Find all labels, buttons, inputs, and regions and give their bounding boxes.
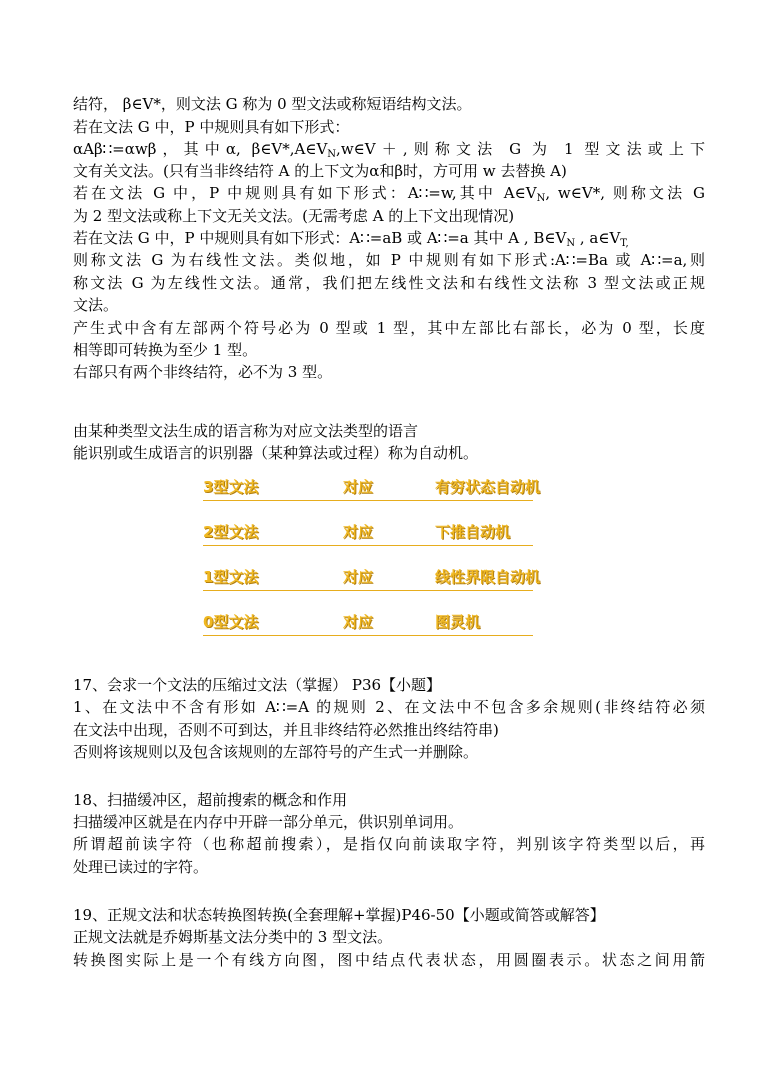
text-line: 称文法 G 为左线性文法。通常，我们把左线性文法和右线性文法称 3 型文法或正规: [73, 274, 705, 292]
grammar-type: 1型文法: [203, 568, 259, 586]
grammar-type: 0型文法: [203, 613, 259, 631]
text-line: 在文法中出现，否则不可到达，并且非终结符必然推出终结符串): [73, 721, 499, 739]
relation: 对应: [343, 523, 374, 541]
automaton: 图灵机: [435, 613, 481, 631]
text-line: 正规文法就是乔姆斯基文法分类中的 3 型文法。: [73, 928, 393, 946]
automaton: 线性界限自动机: [435, 568, 541, 586]
grammar-type: 2型文法: [203, 523, 259, 541]
text-line: 产生式中含有左部两个符号必为 0 型或 1 型，其中左部比右部长，必为 0 型，长度: [73, 319, 705, 337]
text-line: 若在文法 G 中，P 中规则具有如下形式：A∷=aB 或 A∷=a 其中 A , $B\in V_N$ , $a\in V_{T,}$: [73, 229, 629, 249]
text-line: 为 2 型文法或称上下文无关文法。(无需考虑 A 的上下文出现情况): [73, 207, 515, 225]
table-row: [203, 474, 541, 501]
table-row: [203, 564, 541, 591]
section-heading: 18、扫描缓冲区，超前搜索的概念和作用: [73, 791, 348, 809]
automaton: 下推自动机: [435, 523, 511, 541]
text-line: 由某种类型文法生成的语言称为对应文法类型的语言: [73, 422, 419, 440]
text-line: 所谓超前读字符（也称超前搜索），是指仅向前读取字符，判别该字符类型以后，再: [73, 835, 705, 853]
relation: 对应: [343, 613, 374, 631]
automaton: 有穷状态自动机: [435, 478, 541, 496]
text-line: 文法。: [73, 296, 119, 314]
text-line: 转换图实际上是一个有线方向图，图中结点代表状态，用圆圈表示。状态之间用箭: [73, 951, 705, 969]
table-row: [203, 519, 533, 546]
text-line: 处理已读过的字符。: [73, 858, 209, 876]
relation: 对应: [343, 478, 374, 496]
text-line: 结符， β∈V*，则文法 G 称为 0 型文法或称短语结构文法。: [73, 95, 472, 113]
text-line: 能识别或生成语言的识别器（某种算法或过程）称为自动机。: [73, 444, 479, 462]
text-line: αAβ∷=αwβ，其中α, $\beta\in V*,A\in V_N,w\in V+$,则称文法 G 为 1 型文法或上下: [73, 140, 705, 160]
text-line: 若在文法 G 中，P 中规则具有如下形式：A∷=w,其中 $A\in V_N$, w∈V*, 则称文法 G: [73, 184, 705, 204]
text-line: 若在文法 G 中，P 中规则具有如下形式：: [73, 118, 350, 136]
table-row: [203, 609, 533, 636]
grammar-type: 3型文法: [203, 478, 259, 496]
section-heading: 17、会求一个文法的压缩过文法（掌握） P36【小题】: [73, 676, 442, 694]
text-line: 1、在文法中不含有形如 A∷=A 的规则 2、在文法中不包含多余规则(非终结符必须: [73, 698, 705, 716]
text-line: 扫描缓冲区就是在内存中开辟一部分单元，供识别单词用。: [73, 813, 464, 831]
text-line: 否则将该规则以及包含该规则的左部符号的产生式一并删除。: [73, 743, 479, 761]
text-line: 右部只有两个非终结符，必不为 3 型。: [73, 363, 333, 381]
text-line: 文有关文法。(只有当非终结符 A 的上下文为α和β时，方可用 w 去替换 A): [73, 162, 567, 180]
section-heading: 19、正规文法和状态转换图转换(全套理解+掌握)P46-50【小题或简答或解答】: [73, 906, 605, 924]
relation: 对应: [343, 568, 374, 586]
text-line: 相等即可转换为至少 1 型。: [73, 341, 258, 359]
text-line: 则称文法 G 为右线性文法。类似地，如 P 中规则有如下形式:A∷=Ba 或 A∷=a,则: [73, 251, 705, 269]
